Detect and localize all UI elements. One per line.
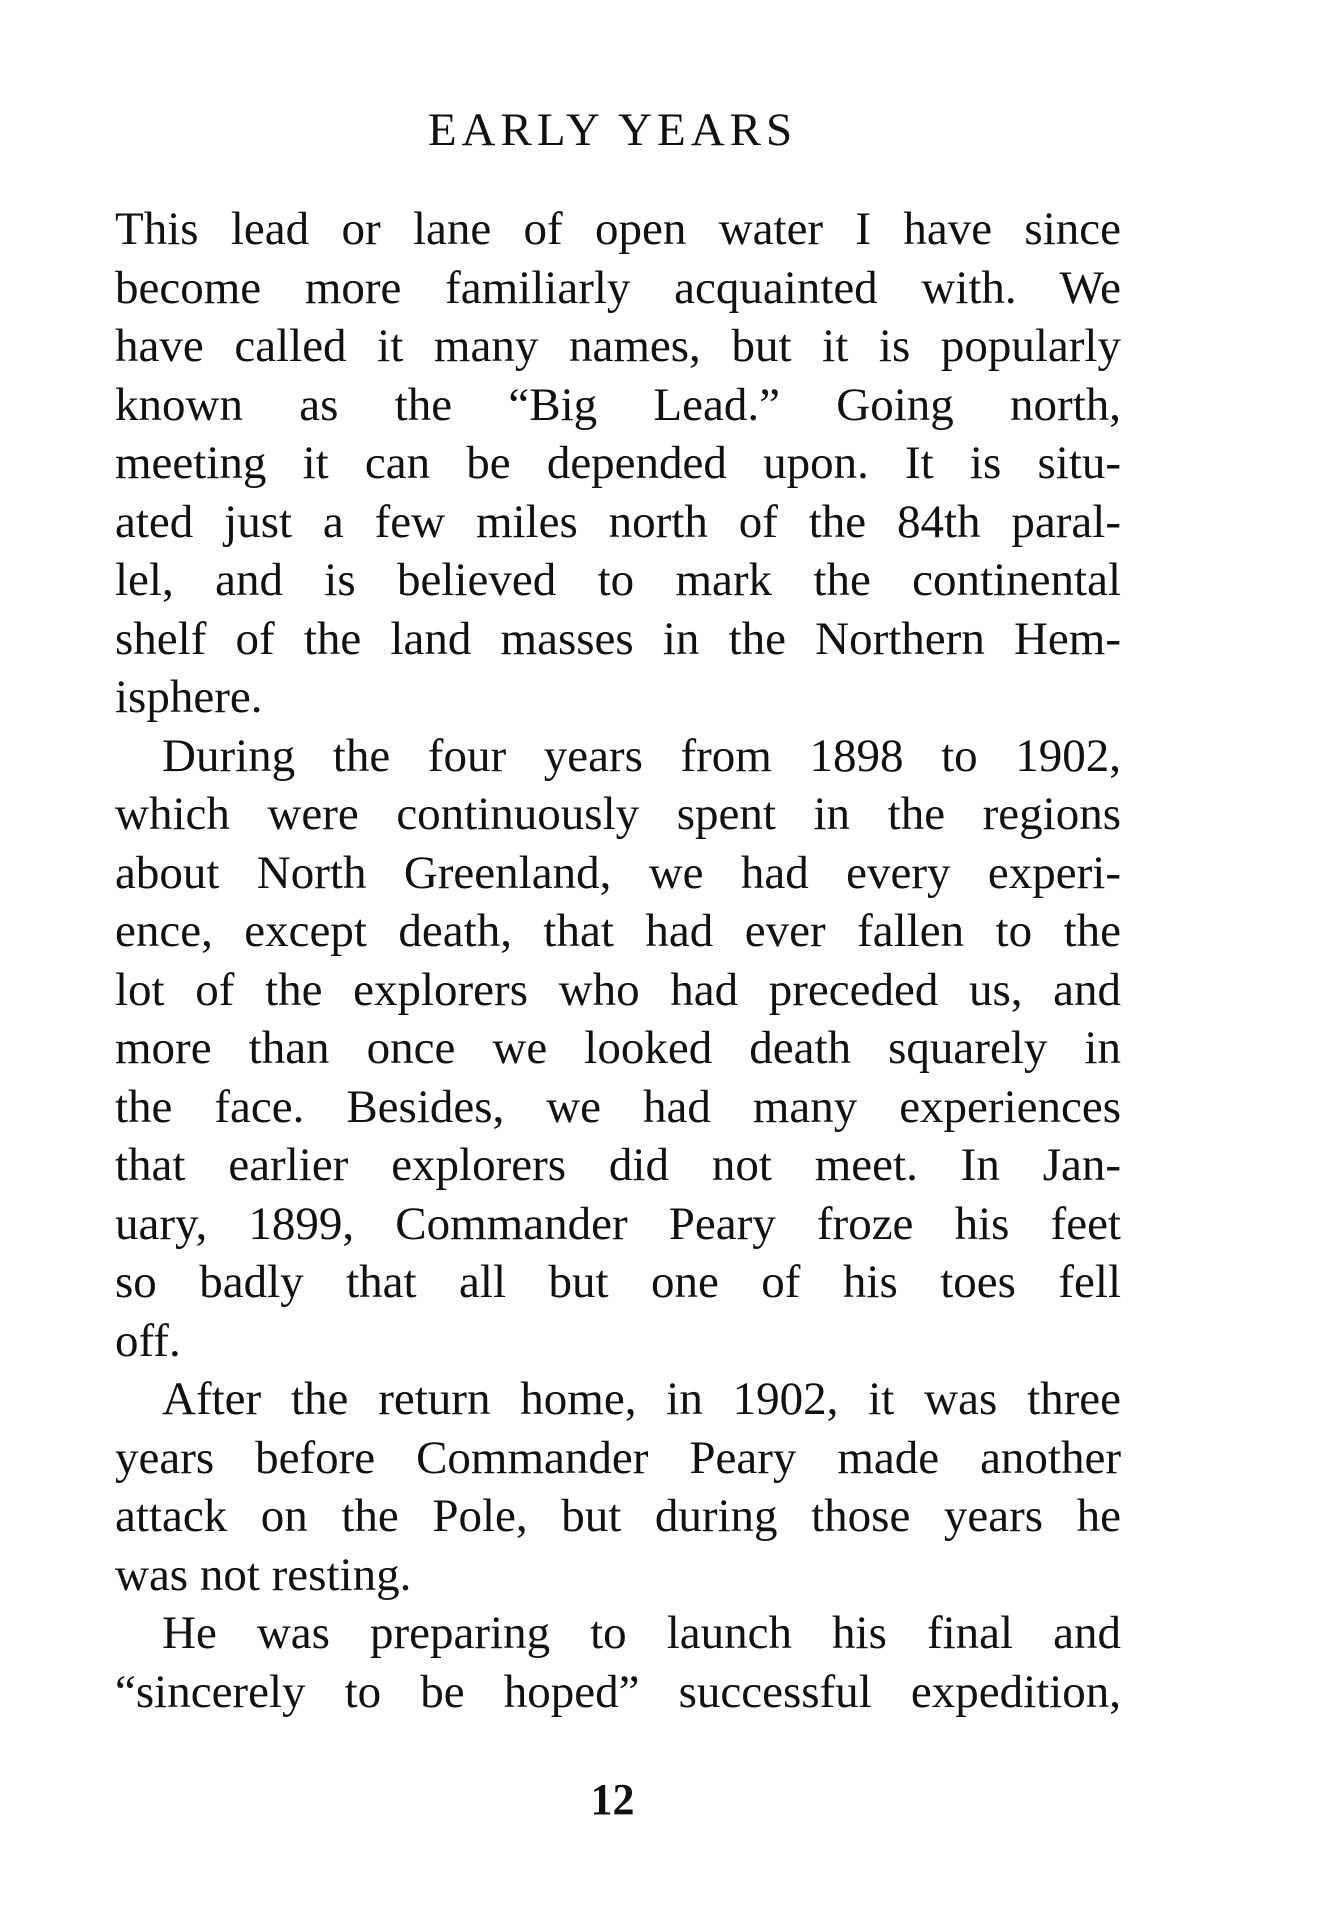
text-line: known as the “Big Lead.” Going north, [115,378,1121,431]
text-line: After the return home, in 1902, it was three [162,1373,1121,1425]
paragraph-2 [115,727,1121,1371]
running-head: EARLY YEARS [427,104,798,156]
text-line: This lead or lane of open water I have since [115,203,1121,255]
text-line: “sincerely to be hoped” successful expedition, [115,1665,1121,1718]
text-line: years before Commander Peary made another [115,1431,1121,1484]
text-line: which were continuously spent in the regions [115,788,1121,840]
paragraph-4 [115,1604,1121,1721]
text-line: the face. Besides, we had many experiences [115,1080,1121,1133]
text-line: about North Greenland, we had every experi- [115,846,1121,899]
text-line: lot of the explorers who had preceded us, and [115,963,1121,1016]
text-line: lel, and is believed to mark the continental [115,554,1121,606]
page-number: 12 [590,1775,635,1824]
text-line: was not resting. [115,1548,412,1601]
text-line: so badly that all but one of his toes fell [115,1256,1121,1308]
text-line: off. [115,1314,181,1367]
text-line: ated just a few miles north of the 84th paral- [115,495,1121,548]
text-line: meeting it can be depended upon. It is situ- [115,437,1121,489]
text-line: ence, except death, that had ever fallen to the [115,905,1121,957]
paragraph-3 [115,1370,1121,1604]
text-line: He was preparing to launch his final and [162,1607,1121,1659]
text-line: have called it many names, but it is popularly [115,320,1121,372]
body-text [115,200,1121,1721]
text-line: uary, 1899, Commander Peary froze his feet [115,1197,1121,1250]
text-line: isphere. [115,671,263,723]
text-line: During the four years from 1898 to 1902, [162,729,1121,782]
text-line: become more familiarly acquainted with. We [115,261,1121,314]
paragraph-1 [115,200,1121,727]
text-line: shelf of the land masses in the Northern Hem- [115,612,1121,665]
text-line: attack on the Pole, but during those years he [115,1490,1121,1542]
text-line: more than once we looked death squarely in [115,1022,1121,1074]
text-line: that earlier explorers did not meet. In Jan- [115,1139,1121,1191]
